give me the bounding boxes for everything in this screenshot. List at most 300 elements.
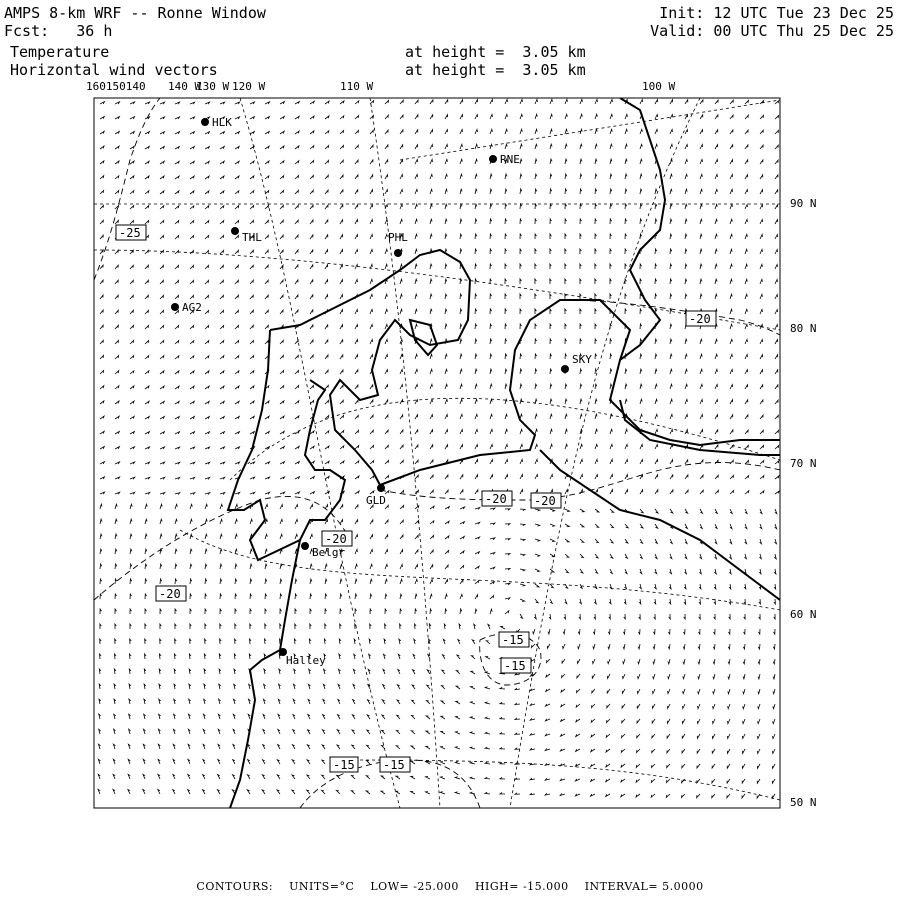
- wind-vector: [310, 477, 314, 480]
- wind-vector: [700, 339, 702, 344]
- wind-vector: [535, 159, 537, 164]
- wind-vector: [367, 700, 370, 704]
- wind-vector: [565, 554, 569, 557]
- wind-vector: [610, 264, 611, 269]
- wind-vector: [400, 219, 402, 224]
- wind-vector: [309, 669, 311, 674]
- wind-vector: [580, 554, 583, 558]
- wind-vector: [610, 234, 612, 239]
- wind-vector: [475, 369, 477, 374]
- wind-vector: [250, 519, 252, 524]
- wind-vector: [100, 462, 104, 464]
- wind-vector: [308, 715, 310, 720]
- wind-vector: [744, 584, 746, 589]
- wind-vector: [775, 385, 778, 389]
- wind-vector: [610, 324, 612, 329]
- wind-vector: [415, 460, 418, 464]
- lon-label-140w: 140 W: [168, 80, 202, 93]
- wind-vector: [310, 355, 313, 359]
- wind-vector: [535, 475, 538, 480]
- wind-vector: [576, 734, 580, 737]
- wind-vector: [535, 204, 537, 209]
- wind-vector: [565, 339, 567, 344]
- wind-vector: [175, 117, 180, 119]
- wind-vector: [220, 250, 224, 254]
- wind-vector: [370, 579, 372, 584]
- wind-vector: [355, 491, 359, 494]
- wind-vector: [430, 430, 433, 434]
- wind-vector: [520, 249, 522, 254]
- wind-vector: [742, 764, 745, 768]
- wind-vector: [145, 295, 148, 299]
- wind-vector: [217, 790, 220, 794]
- wind-vector: [595, 414, 597, 419]
- wind-vector: [115, 654, 117, 659]
- graticule-lat-80: [94, 250, 780, 330]
- wind-vector: [715, 115, 718, 119]
- wind-vector: [190, 295, 194, 299]
- wind-vector: [235, 206, 239, 209]
- wind-vector: [730, 430, 733, 434]
- wind-vector: [505, 264, 507, 269]
- wind-vector: [610, 219, 612, 224]
- wind-vector: [580, 384, 582, 389]
- wind-vector: [145, 504, 147, 509]
- wind-vector: [505, 279, 507, 284]
- wind-vector: [205, 504, 207, 509]
- wind-vector: [712, 749, 715, 753]
- wind-vector: [355, 579, 357, 584]
- wind-vector: [700, 145, 703, 150]
- wind-vector: [475, 399, 477, 404]
- wind-vector: [385, 100, 389, 104]
- wind-vector: [640, 129, 642, 134]
- wind-vector: [775, 116, 779, 119]
- wind-vector: [130, 371, 134, 374]
- wind-vector: [486, 656, 490, 659]
- wind-vector: [775, 250, 778, 255]
- wind-vector: [385, 520, 388, 524]
- wind-vector: [745, 370, 748, 374]
- wind-vector: [565, 459, 567, 464]
- wind-vector: [129, 729, 131, 734]
- wind-vector: [100, 579, 102, 584]
- wind-vector: [774, 614, 775, 619]
- wind-vector: [773, 704, 775, 709]
- wind-vector: [580, 339, 582, 344]
- wind-vector: [427, 670, 430, 674]
- wind-vector: [397, 685, 400, 689]
- wind-vector: [264, 684, 266, 689]
- wind-vector: [625, 429, 627, 434]
- wind-vector: [475, 490, 478, 494]
- wind-vector: [250, 341, 254, 345]
- wind-vector: [445, 490, 448, 494]
- wind-vector: [670, 509, 673, 513]
- wind-vector: [520, 369, 522, 374]
- wind-vector: [744, 599, 746, 604]
- wind-vector: [700, 189, 702, 194]
- wind-vector: [550, 234, 551, 239]
- wind-vector: [610, 294, 611, 299]
- wind-vector: [460, 536, 464, 539]
- wind-vector: [775, 415, 778, 419]
- wind-vector: [505, 539, 510, 541]
- wind-vector: [325, 431, 329, 434]
- wind-vector: [189, 684, 191, 689]
- wind-vector: [174, 684, 176, 689]
- wind-vector: [430, 279, 432, 284]
- wind-vector: [460, 294, 462, 299]
- wind-vector: [610, 339, 612, 344]
- wind-vector: [307, 760, 310, 764]
- wind-vector: [338, 700, 340, 705]
- station-thl: [231, 227, 262, 244]
- wind-vector: [250, 401, 254, 404]
- wind-vector: [340, 431, 344, 434]
- wind-vector: [685, 189, 687, 194]
- wind-vector: [415, 294, 417, 299]
- wind-vector: [115, 609, 117, 614]
- wind-vector: [475, 475, 478, 479]
- wind-vector: [608, 659, 610, 664]
- wind-vector: [160, 341, 164, 344]
- wind-vector: [370, 340, 373, 345]
- wind-vector: [190, 161, 194, 164]
- wind-vector: [205, 624, 206, 629]
- contour-minus20-c: [560, 300, 780, 335]
- wind-vector: [385, 550, 388, 554]
- wind-vector: [160, 191, 164, 194]
- wind-vector: [411, 746, 415, 749]
- wind-vector: [175, 356, 179, 359]
- wind-vector: [670, 475, 673, 479]
- wind-vector: [773, 644, 775, 649]
- wind-vector: [625, 475, 628, 479]
- wind-vector: [234, 684, 236, 689]
- wind-vector: [685, 249, 687, 254]
- wind-vector: [430, 579, 433, 584]
- wind-vector: [235, 432, 239, 434]
- wind-vector: [667, 734, 670, 738]
- wind-vector: [265, 102, 270, 104]
- wind-vector: [250, 220, 254, 224]
- wind-vector: [189, 699, 191, 704]
- wind-vector: [145, 447, 150, 449]
- wind-vector: [697, 734, 700, 738]
- wind-vector: [520, 524, 525, 526]
- wind-vector: [715, 369, 717, 374]
- wind-vector: [204, 714, 206, 719]
- wind-vector: [471, 671, 475, 674]
- wind-vector: [593, 629, 595, 634]
- wind-vector: [670, 115, 673, 119]
- wind-vector: [415, 506, 419, 509]
- wind-vector: [370, 190, 373, 194]
- wind-vector: [205, 236, 209, 240]
- wind-vector: [427, 685, 430, 689]
- wind-vector: [730, 145, 733, 149]
- wind-vector: [505, 460, 508, 465]
- wind-vector: [100, 492, 105, 494]
- footer-interval: INTERVAL= 5.0000: [584, 880, 704, 893]
- wind-vector: [145, 549, 147, 554]
- wind-vector: [366, 761, 370, 765]
- wind-vector: [759, 554, 761, 559]
- wind-vector: [730, 370, 733, 375]
- wind-vector: [580, 369, 582, 374]
- wind-vector: [460, 414, 462, 419]
- wind-vector: [385, 460, 389, 464]
- wind-vector: [729, 614, 730, 619]
- station-sky: [561, 353, 592, 373]
- wind-vector: [715, 160, 718, 165]
- wind-vector: [580, 599, 582, 604]
- wind-vector: [145, 534, 147, 539]
- wind-vector: [760, 160, 763, 164]
- wind-vector: [743, 659, 745, 664]
- svg-text:-15: -15: [333, 758, 355, 772]
- wind-vector: [595, 459, 598, 464]
- wind-vector: [381, 791, 385, 794]
- wind-vector: [475, 189, 477, 194]
- wind-vector: [265, 146, 269, 149]
- wind-vector: [160, 132, 164, 134]
- wind-vector: [565, 354, 567, 359]
- wind-vector: [235, 492, 240, 494]
- svg-text:RNE: RNE: [500, 153, 520, 166]
- wind-vector: [550, 584, 553, 588]
- wind-vector: [145, 654, 147, 659]
- wind-vector: [325, 340, 328, 344]
- svg-text:-20: -20: [325, 532, 347, 546]
- contour-minus20-b: [380, 463, 780, 501]
- wind-vector: [128, 744, 130, 749]
- wind-vector: [295, 235, 298, 239]
- wind-vector: [760, 524, 762, 529]
- wind-vector: [295, 340, 298, 344]
- lat-label-80n: 80 N: [790, 322, 817, 335]
- wind-vector: [295, 310, 298, 314]
- wind-vector: [370, 430, 373, 434]
- wind-vector: [235, 416, 239, 419]
- footer-contours: CONTOURS:: [196, 880, 274, 893]
- wind-vector: [219, 699, 221, 704]
- wind-vector: [683, 704, 686, 709]
- wind-vector: [550, 204, 552, 209]
- wind-vector: [713, 719, 716, 724]
- wind-vector: [727, 794, 730, 798]
- wind-vector: [235, 594, 237, 599]
- wind-vector: [760, 445, 764, 449]
- wind-vector: [265, 401, 269, 404]
- wind-vector: [550, 219, 552, 224]
- wind-vector: [640, 309, 642, 314]
- wind-vector: [562, 659, 565, 663]
- wind-vector: [205, 432, 210, 434]
- wind-vector: [535, 339, 537, 344]
- field-wind-vectors: Horizontal wind vectors: [10, 61, 218, 79]
- wind-vector: [385, 130, 388, 134]
- wind-vector: [204, 654, 206, 659]
- wind-vector: [367, 745, 370, 749]
- wind-vector: [684, 599, 686, 604]
- wind-vector: [610, 490, 613, 494]
- wind-vector: [445, 609, 447, 614]
- wind-vector: [310, 340, 313, 344]
- wind-vector: [100, 624, 101, 629]
- wind-vector: [505, 475, 508, 479]
- wind-vector: [340, 310, 343, 314]
- wind-vector: [471, 686, 476, 689]
- wind-vector: [310, 534, 312, 539]
- wind-vector: [430, 565, 433, 569]
- wind-vector: [535, 584, 539, 587]
- wind-vector: [113, 744, 115, 749]
- wind-vector: [280, 295, 283, 299]
- wind-vector: [591, 794, 596, 796]
- wind-vector: [277, 760, 280, 764]
- wind-vector: [173, 775, 175, 780]
- wind-vector: [128, 759, 130, 764]
- wind-vector: [445, 536, 449, 539]
- wind-vector: [325, 265, 328, 269]
- wind-vector: [220, 477, 225, 479]
- wind-vector: [205, 549, 207, 554]
- wind-vector: [100, 609, 102, 614]
- wind-vector: [591, 734, 595, 737]
- wind-vector: [220, 265, 223, 269]
- wind-vector: [280, 102, 284, 104]
- wind-vector: [700, 234, 702, 239]
- wind-vector: [129, 699, 131, 704]
- wind-vector: [490, 114, 493, 119]
- wind-vector: [715, 554, 717, 559]
- wind-vector: [278, 745, 280, 749]
- wind-vector: [145, 356, 149, 359]
- wind-vector: [325, 609, 327, 614]
- wind-vector: [145, 639, 147, 644]
- wind-vector: [505, 429, 507, 434]
- wind-vector: [655, 490, 658, 494]
- wind-vector: [545, 734, 550, 736]
- wind-vector: [250, 356, 254, 359]
- wind-vector: [190, 147, 194, 150]
- wind-vector: [100, 594, 102, 599]
- wind-vector: [100, 310, 103, 314]
- wind-vector: [445, 234, 447, 239]
- wind-vector: [293, 699, 295, 704]
- wind-vector: [640, 159, 642, 164]
- wind-vector: [565, 384, 567, 389]
- wind-vector: [685, 384, 687, 389]
- wind-vector: [235, 132, 239, 134]
- wind-vector: [550, 444, 552, 449]
- wind-vector: [699, 584, 701, 589]
- wind-vector: [775, 190, 778, 194]
- wind-vector: [188, 790, 190, 794]
- wind-vector: [310, 385, 314, 389]
- wind-vector: [535, 174, 537, 179]
- wind-vector: [295, 250, 298, 254]
- wind-vector: [520, 264, 521, 269]
- wind-vector: [745, 130, 748, 134]
- wind-vector: [370, 609, 372, 614]
- wind-vector: [310, 101, 314, 104]
- wind-vector: [325, 280, 328, 284]
- footer-units: UNITS=°C: [289, 880, 355, 893]
- wind-vector: [280, 594, 282, 599]
- wind-vector: [550, 369, 552, 374]
- wind-vector: [355, 355, 358, 359]
- wind-vector: [622, 704, 625, 708]
- wind-vector: [340, 594, 342, 599]
- wind-vector: [295, 131, 299, 134]
- wind-vector: [745, 219, 747, 224]
- wind-vector: [158, 744, 160, 749]
- wind-vector: [610, 174, 612, 179]
- wind-vector: [400, 594, 402, 599]
- wind-vector: [426, 731, 430, 734]
- wind-vector: [250, 416, 254, 419]
- wind-vector: [651, 779, 655, 782]
- wind-vector: [98, 774, 100, 779]
- wind-vector: [325, 235, 328, 239]
- wind-vector: [338, 684, 340, 689]
- wind-vector: [160, 493, 165, 495]
- wind-vector: [595, 264, 597, 269]
- wind-vector: [160, 386, 164, 389]
- wind-vector: [594, 614, 596, 619]
- wind-vector: [730, 204, 732, 209]
- wind-vector: [610, 429, 612, 434]
- wind-vector: [295, 176, 299, 180]
- wind-vector: [203, 729, 205, 734]
- wind-vector: [455, 747, 460, 749]
- wind-vector: [475, 115, 478, 120]
- wind-vector: [205, 579, 207, 584]
- coastline-peninsula: [228, 330, 345, 560]
- wind-vector: [130, 310, 133, 314]
- wind-vector: [265, 624, 267, 629]
- wind-vector: [235, 447, 240, 449]
- wind-vector: [713, 644, 715, 649]
- wind-vector: [426, 716, 430, 719]
- wind-vector: [670, 144, 672, 149]
- wind-vector: [385, 476, 389, 479]
- wind-vector: [265, 250, 268, 254]
- wind-vector: [520, 599, 525, 602]
- coastline-east-range: [620, 98, 665, 360]
- wind-vector: [685, 490, 688, 494]
- wind-vector: [459, 624, 461, 629]
- wind-vector: [415, 369, 417, 374]
- wind-vector: [130, 250, 133, 254]
- wind-vector: [190, 341, 194, 344]
- wind-vector: [607, 689, 610, 693]
- wind-vector: [655, 339, 657, 344]
- wind-vector: [670, 554, 672, 559]
- wind-vector: [415, 115, 418, 119]
- wind-vector: [220, 191, 224, 194]
- wind-vector: [235, 639, 237, 644]
- wind-vector: [145, 132, 149, 134]
- wind-vector: [280, 205, 283, 209]
- wind-vector: [595, 554, 598, 558]
- wind-vector: [250, 386, 254, 389]
- wind-vector: [174, 714, 176, 719]
- wind-vector: [610, 114, 612, 119]
